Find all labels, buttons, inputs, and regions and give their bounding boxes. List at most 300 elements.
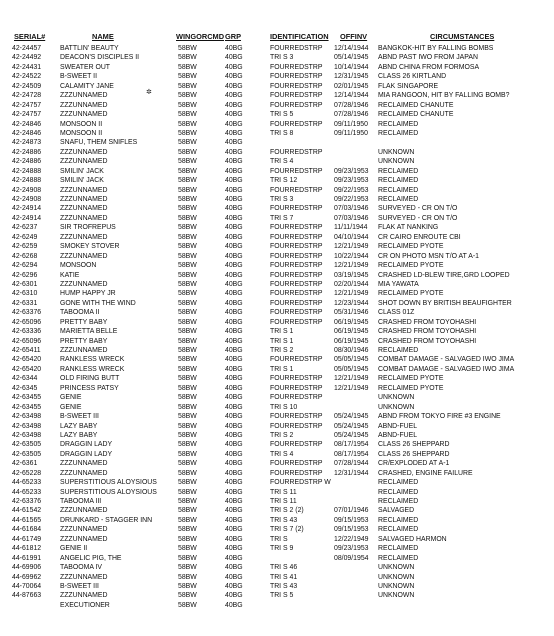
cell-name: BATTLIN' BEAUTY	[60, 45, 119, 52]
cell-serial: 42-24757	[12, 101, 42, 109]
cell-date: 09/11/1950	[334, 120, 368, 128]
cell-circ: UNKNOWN	[378, 592, 415, 600]
cell-wing: 58BW	[178, 573, 197, 581]
cell-grp: 40BG	[225, 582, 243, 590]
cell-ident: TRI S 46	[270, 564, 298, 572]
cell-wing: 58BW	[178, 582, 197, 590]
table-row	[0, 535, 554, 544]
cell-grp: 40BG	[225, 111, 243, 119]
cell-ident: FOURREDSTRP	[270, 413, 323, 421]
cell-serial: 42-6361	[12, 460, 38, 468]
cell-name: B-SWEET III	[60, 413, 99, 421]
cell-name: TABOOMA II	[60, 309, 100, 317]
cell-wing: 58BW	[178, 394, 197, 402]
cell-ident: TRI S 3	[270, 196, 294, 203]
cell-ident: TRI S 5	[270, 592, 294, 600]
header-circumstances: CIRCUMSTANCES	[430, 32, 495, 41]
table-row	[0, 554, 554, 563]
cell-date: 12/21/1949	[334, 290, 369, 298]
cell-grp: 40BG	[225, 422, 243, 430]
cell-circ: RECLAIMED CHANUTE	[378, 111, 454, 119]
table-row	[0, 440, 554, 449]
cell-name: ZZZUNNAMED	[60, 92, 108, 100]
cell-name: ANGELIC PIG, THE	[60, 554, 122, 562]
cell-date: 05/05/1945	[334, 365, 369, 373]
cell-circ: SALVAGED	[378, 507, 415, 515]
cell-name: MONSOON	[60, 262, 97, 270]
cell-wing: 58BW	[178, 309, 197, 317]
table-row	[0, 422, 554, 431]
cell-circ: MIA RANGOON, HIT BY FALLING BOMB?	[378, 92, 510, 100]
cell-name: ZZZUNNAMED	[60, 111, 108, 119]
cell-ident: TRI S 8	[270, 129, 294, 137]
cell-wing: 58BW	[178, 45, 197, 52]
cell-wing: 58BW	[178, 431, 197, 439]
cell-serial: 42-65228	[12, 469, 42, 477]
cell-grp: 40BG	[225, 469, 243, 477]
cell-grp: 40BG	[225, 205, 243, 213]
cell-name: ZZZUNNAMED	[60, 526, 108, 534]
cell-serial: 42-24914	[12, 214, 42, 222]
cell-circ: CLASS 26 KIRTLAND	[378, 73, 447, 81]
cell-wing: 58BW	[178, 177, 197, 185]
table-row	[0, 110, 554, 119]
cell-ident: TRI S	[270, 535, 288, 543]
cell-circ: ABND-FUEL	[378, 431, 418, 439]
cell-ident: FOURREDSTRP	[270, 224, 323, 232]
cell-serial: 42-6310	[12, 290, 38, 298]
cell-wing: 58BW	[178, 271, 197, 279]
table-row	[0, 601, 554, 610]
table-row	[0, 242, 554, 251]
cell-grp: 40BG	[225, 601, 243, 609]
cell-grp: 40BG	[225, 573, 243, 581]
table-row	[0, 318, 554, 327]
cell-ident: FOURREDSTRP	[270, 262, 323, 270]
cell-ident: TRI S 10	[270, 403, 298, 411]
cell-circ: SHOT DOWN BY BRITISH BEAUFIGHTER	[378, 299, 512, 307]
table-row	[0, 204, 554, 213]
cell-circ: RECLAIMED PYOTE	[378, 290, 444, 298]
table-row	[0, 271, 554, 280]
cell-grp: 40BG	[225, 328, 243, 336]
cell-serial: 42-65096	[12, 318, 42, 326]
cell-wing: 58BW	[178, 129, 197, 137]
cell-date: 09/22/1953	[334, 196, 369, 203]
table-row	[0, 393, 554, 402]
cell-grp: 40BG	[225, 564, 243, 572]
table-row	[0, 355, 554, 364]
cell-date: 12/22/1949	[334, 535, 369, 543]
cell-serial: 44-61565	[12, 516, 42, 524]
cell-name: CALAMITY JANE	[60, 82, 114, 90]
cell-grp: 40BG	[225, 45, 243, 52]
table-row	[0, 582, 554, 591]
cell-name: SIR TROFREPUS	[60, 224, 116, 232]
cell-date: 12/21/1949	[334, 384, 369, 392]
cell-date: 05/31/1946	[334, 309, 369, 317]
cell-circ: CR ON PHOTO MSN T/O AT A-1	[378, 252, 479, 260]
cell-name: ZZZUNNAMED	[60, 196, 108, 203]
cell-name: SNAFU, THEM SNIFLES	[60, 139, 138, 147]
cell-date: 07/03/1946	[334, 214, 369, 222]
cell-grp: 40BG	[225, 507, 243, 515]
table-row	[0, 308, 554, 317]
cell-circ: CR CAIRO ENROUTE CBI	[378, 233, 461, 241]
cell-name: ZZZUNNAMED	[60, 186, 108, 194]
cell-circ: RECLAIMED PYOTE	[378, 384, 444, 392]
table-row	[0, 573, 554, 582]
cell-grp: 40BG	[225, 167, 243, 175]
cell-grp: 40BG	[225, 450, 243, 458]
cell-wing: 58BW	[178, 196, 197, 203]
cell-grp: 40BG	[225, 158, 243, 166]
cell-serial: 42-6294	[12, 262, 38, 270]
cell-name: EXECUTIONER	[60, 601, 110, 609]
cell-serial: 44-61749	[12, 535, 42, 543]
cell-name: SMOKEY STOVER	[60, 243, 120, 251]
cell-date: 06/19/1945	[334, 318, 369, 326]
cell-grp: 40BG	[225, 129, 243, 137]
table-row	[0, 261, 554, 270]
cell-name: MONSOON II	[60, 129, 103, 137]
cell-serial: 44-87663	[12, 592, 42, 600]
cell-name: SMILIN' JACK	[60, 177, 104, 185]
cell-serial: 42-24846	[12, 129, 42, 137]
table-row	[0, 337, 554, 346]
table-row	[0, 459, 554, 468]
cell-name: KATIE	[60, 271, 80, 279]
cell-circ: CLASS 01Z	[378, 309, 415, 317]
cell-circ: CRASHED FROM TOYOHASHI	[378, 337, 477, 345]
header-wingorcmd: WINGORCMD	[176, 32, 225, 41]
cell-serial: 44-61812	[12, 545, 42, 553]
table-row	[0, 91, 554, 100]
cell-name: OLD FIRING BUTT	[60, 375, 120, 383]
cell-circ: SURVEYED - CR ON T/O	[378, 214, 458, 222]
cell-circ: CRASHED, ENGINE FAILURE	[378, 469, 473, 477]
table-row	[0, 289, 554, 298]
cell-circ: RECLAIMED	[378, 545, 419, 553]
cell-ident: TRI S 3	[270, 54, 294, 62]
cell-grp: 40BG	[225, 73, 243, 81]
cell-date: 05/24/1945	[334, 431, 369, 439]
cell-ident: FOURREDSTRP	[270, 73, 323, 81]
cell-circ: RECLAIMED	[378, 347, 419, 354]
cell-grp: 40BG	[225, 394, 243, 402]
cell-serial: 42-63336	[12, 328, 42, 336]
cell-grp: 40BG	[225, 535, 243, 543]
cell-circ: RECLAIMED PYOTE	[378, 262, 444, 270]
cell-grp: 40BG	[225, 63, 243, 71]
cell-name: B-SWEET III	[60, 582, 99, 590]
cell-name: LAZY BABY	[60, 422, 98, 430]
cell-serial: 42-6237	[12, 224, 38, 232]
cell-date: 08/17/1954	[334, 441, 369, 449]
table-row	[0, 120, 554, 129]
cell-circ: FLAK AT NANKING	[378, 224, 439, 232]
table-row	[0, 384, 554, 393]
table-row	[0, 516, 554, 525]
cell-circ: CRASHED LD-BLEW TIRE,GRD LOOPED	[378, 271, 510, 279]
table-row	[0, 82, 554, 91]
table-row	[0, 506, 554, 515]
record-table-body	[0, 44, 554, 610]
cell-circ: ABND FROM TOKYO FIRE #3 ENGINE	[378, 413, 501, 421]
cell-wing: 58BW	[178, 413, 197, 421]
cell-grp: 40BG	[225, 526, 243, 534]
cell-wing: 58BW	[178, 186, 197, 194]
cell-grp: 40BG	[225, 545, 243, 553]
cell-name: ZZZUNNAMED	[60, 573, 108, 581]
header-serial: SERIAL#	[14, 32, 46, 41]
cell-circ: UNKNOWN	[378, 403, 415, 411]
cell-grp: 40BG	[225, 488, 243, 496]
cell-name: PRETTY BABY	[60, 337, 108, 345]
cell-grp: 40BG	[225, 101, 243, 109]
cell-date: 09/11/1950	[334, 129, 368, 137]
cell-ident: TRI S 41	[270, 573, 298, 581]
cell-grp: 40BG	[225, 479, 243, 487]
header-name: NAME	[92, 32, 114, 41]
cell-serial: 42-63505	[12, 450, 42, 458]
cell-circ: CLASS 26 SHEPPARD	[378, 441, 450, 449]
cell-grp: 40BG	[225, 252, 243, 260]
cell-grp: 40BG	[225, 356, 243, 364]
cell-grp: 40BG	[225, 243, 243, 251]
cell-circ: UNKNOWN	[378, 158, 415, 166]
cell-ident: FOURREDSTRP	[270, 186, 323, 194]
cell-ident: TRI S 12	[270, 177, 298, 185]
cell-wing: 58BW	[178, 365, 197, 373]
cell-serial: 42-6268	[12, 252, 38, 260]
cell-name: SUPERSTITIOUS ALOYSIOUS	[60, 488, 157, 496]
table-row	[0, 591, 554, 600]
cell-circ: RECLAIMED	[378, 488, 419, 496]
cell-wing: 58BW	[178, 347, 197, 354]
cell-wing: 58BW	[178, 54, 197, 62]
cell-wing: 58BW	[178, 318, 197, 326]
cell-date: 04/10/1944	[334, 233, 369, 241]
cell-ident: TRI S 11	[270, 488, 297, 496]
cell-ident: FOURREDSTRP	[270, 120, 323, 128]
cell-wing: 58BW	[178, 158, 197, 166]
cell-grp: 40BG	[225, 318, 243, 326]
cell-circ: CRASHED FROM TOYOHASHI	[378, 328, 477, 336]
cell-wing: 58BW	[178, 375, 197, 383]
cell-grp: 40BG	[225, 413, 243, 421]
cell-wing: 58BW	[178, 92, 197, 100]
cell-ident: FOURREDSTRP	[270, 290, 323, 298]
header-grp: GRP	[225, 32, 242, 41]
cell-ident: FOURREDSTRP	[270, 63, 323, 71]
cell-name: ZZZUNNAMED	[60, 280, 108, 288]
cell-grp: 40BG	[225, 196, 243, 203]
cell-date: 11/11/1944	[334, 224, 368, 232]
cell-grp: 40BG	[225, 290, 243, 298]
cell-wing: 58BW	[178, 554, 197, 562]
cell-name: PRINCESS PATSY	[60, 384, 119, 392]
cell-name: GONE WITH THE WIND	[60, 299, 136, 307]
table-row	[0, 280, 554, 289]
cell-name: DEACON'S DISCIPLES II	[60, 54, 140, 62]
cell-serial: 44-69906	[12, 564, 42, 572]
cell-ident: TRI S 1	[270, 328, 294, 336]
cell-wing: 58BW	[178, 233, 197, 241]
table-row	[0, 365, 554, 374]
cell-name: RANKLESS WRECK	[60, 365, 125, 373]
cell-name: B-SWEET II	[60, 73, 98, 81]
cell-circ: RECLAIMED	[378, 120, 419, 128]
cell-ident: TRI S 2	[270, 347, 294, 354]
cell-wing: 58BW	[178, 63, 197, 71]
table-row	[0, 53, 554, 62]
cell-date: 09/23/1953	[334, 177, 369, 185]
table-row	[0, 63, 554, 72]
cell-wing: 58BW	[178, 205, 197, 213]
cell-date: 09/23/1953	[334, 167, 369, 175]
cell-circ: ABND CHINA FROM FORMOSA	[378, 63, 480, 71]
cell-name: ZZZUNNAMED	[60, 214, 108, 222]
cell-wing: 58BW	[178, 384, 197, 392]
cell-serial: 42-24522	[12, 73, 42, 81]
cell-wing: 58BW	[178, 469, 197, 477]
cell-date: 08/30/1946	[334, 347, 369, 354]
cell-serial: 42-65420	[12, 365, 42, 373]
cell-name: ZZZUNNAMED	[60, 148, 108, 156]
table-row	[0, 327, 554, 336]
cell-wing: 58BW	[178, 243, 197, 251]
scan-speck-mark: ✲	[146, 89, 152, 96]
table-row	[0, 186, 554, 195]
cell-grp: 40BG	[225, 54, 243, 62]
cell-ident: FOURREDSTRP	[270, 441, 323, 449]
table-row	[0, 403, 554, 412]
cell-ident: FOURREDSTRP	[270, 469, 323, 477]
cell-date: 12/31/1944	[334, 469, 369, 477]
cell-ident: TRI S 1	[270, 337, 294, 345]
cell-date: 07/28/1946	[334, 111, 369, 119]
cell-circ: RECLAIMED	[378, 516, 419, 524]
cell-name: ZZZUNNAMED	[60, 101, 108, 109]
cell-wing: 58BW	[178, 592, 197, 600]
cell-circ: FLAK SINGAPORE	[378, 82, 439, 90]
cell-date: 09/22/1953	[334, 186, 369, 194]
cell-grp: 40BG	[225, 460, 243, 468]
table-row	[0, 450, 554, 459]
cell-serial: 42-6344	[12, 375, 38, 383]
cell-serial: 42-24886	[12, 148, 42, 156]
table-row	[0, 167, 554, 176]
cell-circ: COMBAT DAMAGE - SALVAGED IWO JIMA	[378, 356, 515, 364]
cell-grp: 40BG	[225, 516, 243, 524]
cell-wing: 58BW	[178, 526, 197, 534]
cell-serial: 42-24908	[12, 186, 42, 194]
cell-grp: 40BG	[225, 271, 243, 279]
cell-circ: UNKNOWN	[378, 582, 415, 590]
cell-name: GENIE	[60, 403, 82, 411]
cell-ident: FOURREDSTRP	[270, 422, 323, 430]
cell-circ: UNKNOWN	[378, 564, 415, 572]
cell-date: 12/14/1944	[334, 45, 369, 52]
cell-name: HUMP HAPPY JR	[60, 290, 116, 298]
cell-serial: 44-70064	[12, 582, 42, 590]
cell-ident: TRI S 43	[270, 582, 298, 590]
cell-grp: 40BG	[225, 92, 243, 100]
cell-name: GENIE	[60, 394, 82, 402]
cell-serial: 44-65233	[12, 479, 42, 487]
table-row	[0, 374, 554, 383]
cell-circ: SURVEYED - CR ON T/O	[378, 205, 458, 213]
cell-ident: FOURREDSTRP	[270, 167, 323, 175]
cell-ident: FOURREDSTRP	[270, 375, 323, 383]
cell-wing: 58BW	[178, 139, 197, 147]
cell-ident: TRI S 11	[270, 498, 297, 505]
cell-serial: 42-65411	[12, 347, 41, 354]
cell-serial: 42-63455	[12, 403, 42, 411]
cell-wing: 58BW	[178, 252, 197, 260]
cell-serial: 42-24757	[12, 111, 42, 119]
cell-grp: 40BG	[225, 233, 243, 241]
cell-ident: FOURREDSTRP	[270, 280, 323, 288]
cell-wing: 58BW	[178, 73, 197, 81]
cell-date: 03/19/1945	[334, 271, 369, 279]
cell-circ: RECLAIMED CHANUTE	[378, 101, 454, 109]
cell-serial: 42-6259	[12, 243, 38, 251]
header-identification: IDENTIFICATION	[270, 32, 329, 41]
cell-grp: 40BG	[225, 82, 243, 90]
cell-name: SWEATER OUT	[60, 63, 111, 71]
cell-name: DRUNKARD - STAGGER INN	[60, 516, 153, 524]
table-row	[0, 101, 554, 110]
cell-ident: TRI S 9	[270, 545, 294, 553]
cell-grp: 40BG	[225, 262, 243, 270]
cell-circ: UNKNOWN	[378, 394, 415, 402]
table-row	[0, 195, 554, 204]
table-row	[0, 478, 554, 487]
cell-ident: FOURREDSTRP	[270, 356, 323, 364]
cell-serial: 42-63376	[12, 498, 42, 505]
cell-serial: 42-63498	[12, 422, 42, 430]
table-row	[0, 214, 554, 223]
cell-ident: FOURREDSTRP	[270, 45, 323, 52]
cell-circ: RECLAIMED	[378, 129, 419, 137]
cell-ident: FOURREDSTRP	[270, 233, 323, 241]
table-row	[0, 157, 554, 166]
cell-date: 06/19/1945	[334, 328, 369, 336]
cell-date: 10/22/1944	[334, 252, 369, 260]
cell-circ: ABND-FUEL	[378, 422, 418, 430]
cell-ident: FOURREDSTRP	[270, 243, 323, 251]
cell-wing: 58BW	[178, 148, 197, 156]
cell-circ: UNKNOWN	[378, 148, 415, 156]
cell-date: 12/23/1944	[334, 299, 369, 307]
cell-date: 05/14/1945	[334, 54, 369, 62]
table-row	[0, 138, 554, 147]
cell-ident: TRI S 2	[270, 431, 294, 439]
cell-wing: 58BW	[178, 262, 197, 270]
cell-date: 05/05/1945	[334, 356, 369, 364]
cell-date: 09/15/1953	[334, 516, 369, 524]
cell-name: ZZZUNNAMED	[60, 460, 108, 468]
cell-wing: 58BW	[178, 535, 197, 543]
cell-wing: 58BW	[178, 601, 197, 609]
cell-ident: FOURREDSTRP	[270, 82, 323, 90]
table-row	[0, 129, 554, 138]
cell-date: 12/21/1949	[334, 262, 369, 270]
table-row	[0, 176, 554, 185]
cell-name: DRAGGIN LADY	[60, 450, 113, 458]
